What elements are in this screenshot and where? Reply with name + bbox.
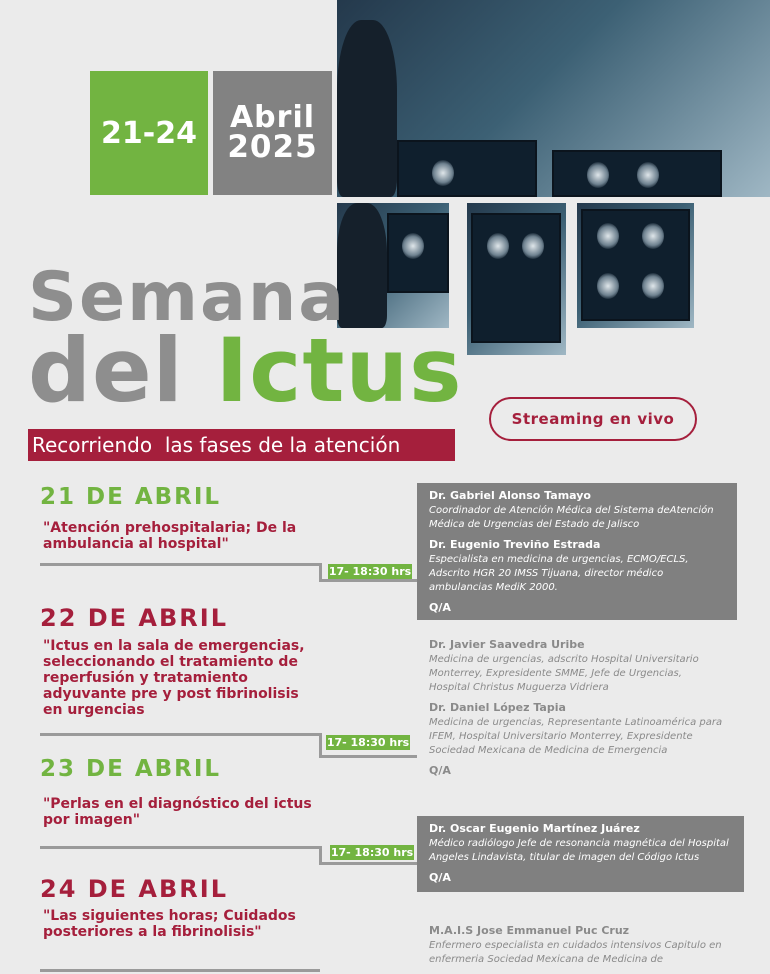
monitor [581,209,690,321]
date-month: Abril [229,100,316,136]
person-silhouette [337,20,397,197]
brain-scan [487,233,509,259]
streaming-button[interactable] [489,397,697,441]
divider [319,755,417,758]
speaker-desc: Medicina de urgencias, adscrito Hospital Universitario Monterrey, Expresidente SMME, Jefe de Urgencias, Hospital Christus Muguerza Vidriera [429,654,699,693]
divider [319,862,417,865]
time-badge: 17- 18:30 hrs [326,736,410,749]
qa-label: Q/A [429,764,451,777]
speaker-panel [417,632,737,782]
brain-scan [637,162,659,188]
speaker-panel [417,918,737,974]
divider [40,563,320,566]
subtitle: Recorriendo las fases de la atención [32,433,401,457]
brain-scan [597,223,619,249]
date-days-box [90,71,208,195]
date-days: 21-24 [101,115,197,151]
qa-label: Q/A [429,871,451,884]
photo-tile-left [337,203,449,328]
brain-scan [587,162,609,188]
speaker-name: Dr. Daniel López Tapia [429,701,566,714]
time-badge: 17- 18:30 hrs [330,846,414,859]
title-line1: Semana [28,258,347,337]
title-line2-b: Ictus [215,319,463,422]
divider [319,733,322,757]
speaker-name: Dr. Eugenio Treviño Estrada [429,538,601,551]
subtitle-bar [28,429,455,461]
topic-text: "Atención prehospitalaria; De la ambulancia al hospital" [43,520,297,552]
divider [40,733,320,736]
brain-scan [597,273,619,299]
divider [40,846,320,849]
speaker-desc: Coordinador de Atención Médica del Sistema deAtención Médica de Urgencias del Estado de Jalisco [429,505,714,530]
date-month-box [213,71,332,195]
photo-tile-mid [467,203,566,355]
time-badge: 17- 18:30 hrs [328,565,412,578]
divider [319,579,417,582]
speaker-panel [417,483,737,620]
speaker-name: Dr. Gabriel Alonso Tamayo [429,489,591,502]
monitor [397,140,537,197]
monitor [471,213,561,343]
photo-tile-top [337,0,770,197]
brain-scan [642,273,664,299]
speaker-name: M.A.I.S Jose Emmanuel Puc Cruz [429,924,630,937]
photo-tile-right [577,203,694,328]
speaker-desc: Especialista en medicina de urgencias, ECMO/ECLS, Adscrito HGR 20 IMSS Tijuana, director médico ambulancias MediK 2000. [429,554,689,593]
day-heading: 22 DE ABRIL [40,604,228,632]
title-line2 [28,319,463,422]
divider [40,969,320,972]
day-heading: 23 DE ABRIL [40,756,222,782]
qa-label: Q/A [429,601,451,614]
brain-scan [402,233,424,259]
topic-text: "Las siguientes horas; Cuidados posteriores a la fibrinolisis" [43,908,296,940]
title-line2-a: del [28,319,216,422]
topic-text: "Ictus en la sala de emergencias, seleccionando el tratamiento de reperfusión y tratamiento adyuvante pre y post fibrinolisis en urgencias [43,638,305,718]
brain-scan [432,160,454,186]
date-year: 2025 [227,128,318,165]
topic-text: "Perlas en el diagnóstico del ictus por imagen" [43,796,312,828]
brain-scan [522,233,544,259]
brain-scan [642,223,664,249]
speaker-name: Dr. Javier Saavedra Uribe [429,638,585,651]
speaker-name: Dr. Oscar Eugenio Martínez Juárez [429,822,640,835]
speaker-desc: Medicina de urgencias, Representante Latinoamérica para IFEM, Hospital Universitario Monterrey, Expresidente Sociedad Mexicana de Medicina de Emergencia [429,717,723,756]
speaker-desc: Médico radiólogo Jefe de resonancia magnética del Hospital Angeles Lindavista, titular de imagen del Código Ictus [429,838,729,863]
speaker-panel [417,816,744,892]
day-heading: 21 DE ABRIL [40,484,222,510]
day-heading: 24 DE ABRIL [40,875,228,903]
speaker-desc: Enfermero especialista en cuidados intensivos Capitulo en enfermeria Sociedad Mexicana de Medicina de [429,940,722,965]
streaming-label: Streaming en vivo [511,410,675,428]
header-logos [28,0,268,8]
